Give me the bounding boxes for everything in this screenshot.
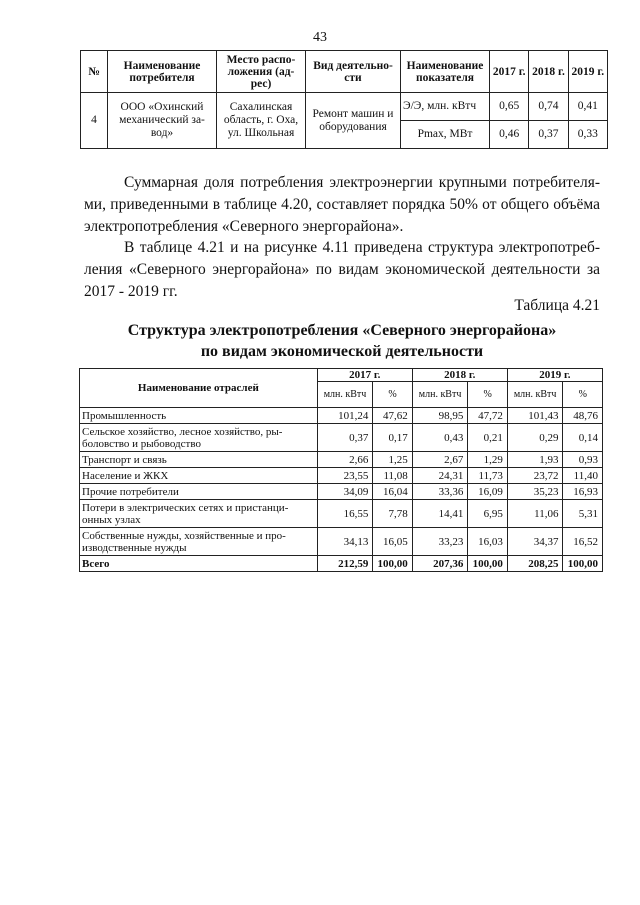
col-header-year: 2018 г. xyxy=(412,369,507,382)
percent-value: 16,52 xyxy=(563,528,603,556)
percent-value: 16,04 xyxy=(373,484,412,500)
energy-value: 208,25 xyxy=(507,556,563,572)
energy-value: 101,43 xyxy=(507,408,563,424)
paragraph-structure-intro: В таблице 4.21 и на рисунке 4.11 приведена структура электропотреб-ления «Северного энергорайона» по видам экономической деятельности за 2017 - 2019 гг. xyxy=(84,239,600,300)
energy-value: 212,59 xyxy=(317,556,373,572)
energy-value: 1,93 xyxy=(507,452,563,468)
table-label: Таблица 4.21 xyxy=(514,297,600,314)
industry-name: Сельское хозяйство, лесное хозяйство, ры-боловство и рыбоводство xyxy=(80,424,318,452)
energy-value: 2,66 xyxy=(317,452,373,468)
industry-name: Население и ЖКХ xyxy=(80,468,318,484)
col-header-num: № xyxy=(81,51,108,93)
energy-value: 24,31 xyxy=(412,468,468,484)
table-title-line-1: Структура электропотребления «Северного энергорайона» xyxy=(127,322,557,339)
percent-value: 5,31 xyxy=(563,500,603,528)
energy-value: 23,72 xyxy=(507,468,563,484)
energy-value: 0,37 xyxy=(317,424,373,452)
percent-value: 100,00 xyxy=(373,556,412,572)
consumer-activity: Ремонт машин и оборудования xyxy=(306,93,401,149)
energy-value: 33,23 xyxy=(412,528,468,556)
table-title xyxy=(84,320,600,362)
col-header-unit: млн. кВтч xyxy=(412,382,468,408)
indicator-value: 0,46 xyxy=(490,121,529,149)
energy-value: 34,13 xyxy=(317,528,373,556)
percent-value: 16,05 xyxy=(373,528,412,556)
percent-value: 11,40 xyxy=(563,468,603,484)
percent-value: 7,78 xyxy=(373,500,412,528)
col-header-unit: % xyxy=(468,382,507,408)
energy-value: 33,36 xyxy=(412,484,468,500)
percent-value: 1,25 xyxy=(373,452,412,468)
table-title-line-2: по видам экономической деятельности xyxy=(200,343,484,360)
table-row xyxy=(80,500,603,528)
energy-value: 16,55 xyxy=(317,500,373,528)
energy-value: 2,67 xyxy=(412,452,468,468)
table-row xyxy=(80,424,603,452)
percent-value: 11,08 xyxy=(373,468,412,484)
indicator-value: 0,41 xyxy=(568,93,607,121)
indicator-value: 0,65 xyxy=(490,93,529,121)
percent-value: 100,00 xyxy=(468,556,507,572)
consumption-structure-table xyxy=(79,368,603,572)
col-header-2018: 2018 г. xyxy=(529,51,568,93)
energy-value: 23,55 xyxy=(317,468,373,484)
row-number: 4 xyxy=(81,93,108,149)
energy-value: 98,95 xyxy=(412,408,468,424)
percent-value: 100,00 xyxy=(563,556,603,572)
energy-value: 14,41 xyxy=(412,500,468,528)
industry-name: Собственные нужды, хозяйственные и про-изводственные нужды xyxy=(80,528,318,556)
indicator-value: 0,37 xyxy=(529,121,568,149)
percent-value: 6,95 xyxy=(468,500,507,528)
col-header-indicator: Наименование показателя xyxy=(401,51,490,93)
energy-value: 11,06 xyxy=(507,500,563,528)
indicator-value: 0,74 xyxy=(529,93,568,121)
table-row xyxy=(80,484,603,500)
table-row xyxy=(80,452,603,468)
paragraph-consumption-share: Суммарная доля потребления электроэнергии крупными потребителя-ми, приведенными в таблице 4.20, составляет порядка 50% от общего объёма электропотребления «Северного энергорайона». xyxy=(84,174,600,235)
percent-value: 47,62 xyxy=(373,408,412,424)
percent-value: 0,21 xyxy=(468,424,507,452)
col-header-year: 2017 г. xyxy=(317,369,412,382)
consumer-table xyxy=(80,50,608,149)
col-header-unit: млн. кВтч xyxy=(317,382,373,408)
percent-value: 0,17 xyxy=(373,424,412,452)
industry-name: Всего xyxy=(80,556,318,572)
energy-value: 101,24 xyxy=(317,408,373,424)
energy-value: 0,43 xyxy=(412,424,468,452)
table-row xyxy=(80,468,603,484)
col-header-unit: % xyxy=(563,382,603,408)
col-header-location: Место распо-ложения (ад-рес) xyxy=(217,51,306,93)
percent-value: 16,93 xyxy=(563,484,603,500)
energy-value: 0,29 xyxy=(507,424,563,452)
col-header-unit: млн. кВтч xyxy=(507,382,563,408)
indicator-value: 0,33 xyxy=(568,121,607,149)
col-header-consumer: Наименование потребителя xyxy=(108,51,217,93)
percent-value: 11,73 xyxy=(468,468,507,484)
energy-value: 207,36 xyxy=(412,556,468,572)
consumer-name: ООО «Охинский механический за-вод» xyxy=(108,93,217,149)
industry-name: Транспорт и связь xyxy=(80,452,318,468)
percent-value: 0,93 xyxy=(563,452,603,468)
percent-value: 48,76 xyxy=(563,408,603,424)
col-header-year: 2019 г. xyxy=(507,369,602,382)
energy-value: 35,23 xyxy=(507,484,563,500)
table-total-row xyxy=(80,556,603,572)
table-row xyxy=(80,408,603,424)
industry-name: Потери в электрических сетях и пристанци-онных узлах xyxy=(80,500,318,528)
percent-value: 1,29 xyxy=(468,452,507,468)
col-header-unit: % xyxy=(373,382,412,408)
indicator-name: Э/Э, млн. кВтч xyxy=(401,93,490,121)
energy-value: 34,37 xyxy=(507,528,563,556)
energy-value: 34,09 xyxy=(317,484,373,500)
percent-value: 0,14 xyxy=(563,424,603,452)
percent-value: 47,72 xyxy=(468,408,507,424)
page-number: 43 xyxy=(313,30,327,45)
industry-name: Прочие потребители xyxy=(80,484,318,500)
col-header-2019: 2019 г. xyxy=(568,51,607,93)
consumer-location: Сахалинская область, г. Оха, ул. Школьная xyxy=(217,93,306,149)
table-row xyxy=(80,528,603,556)
col-header-2017: 2017 г. xyxy=(490,51,529,93)
col-header-industry: Наименование отраслей xyxy=(80,369,318,408)
indicator-name: Pmax, МВт xyxy=(401,121,490,149)
percent-value: 16,09 xyxy=(468,484,507,500)
industry-name: Промышленность xyxy=(80,408,318,424)
percent-value: 16,03 xyxy=(468,528,507,556)
col-header-activity: Вид деятельно-сти xyxy=(306,51,401,93)
